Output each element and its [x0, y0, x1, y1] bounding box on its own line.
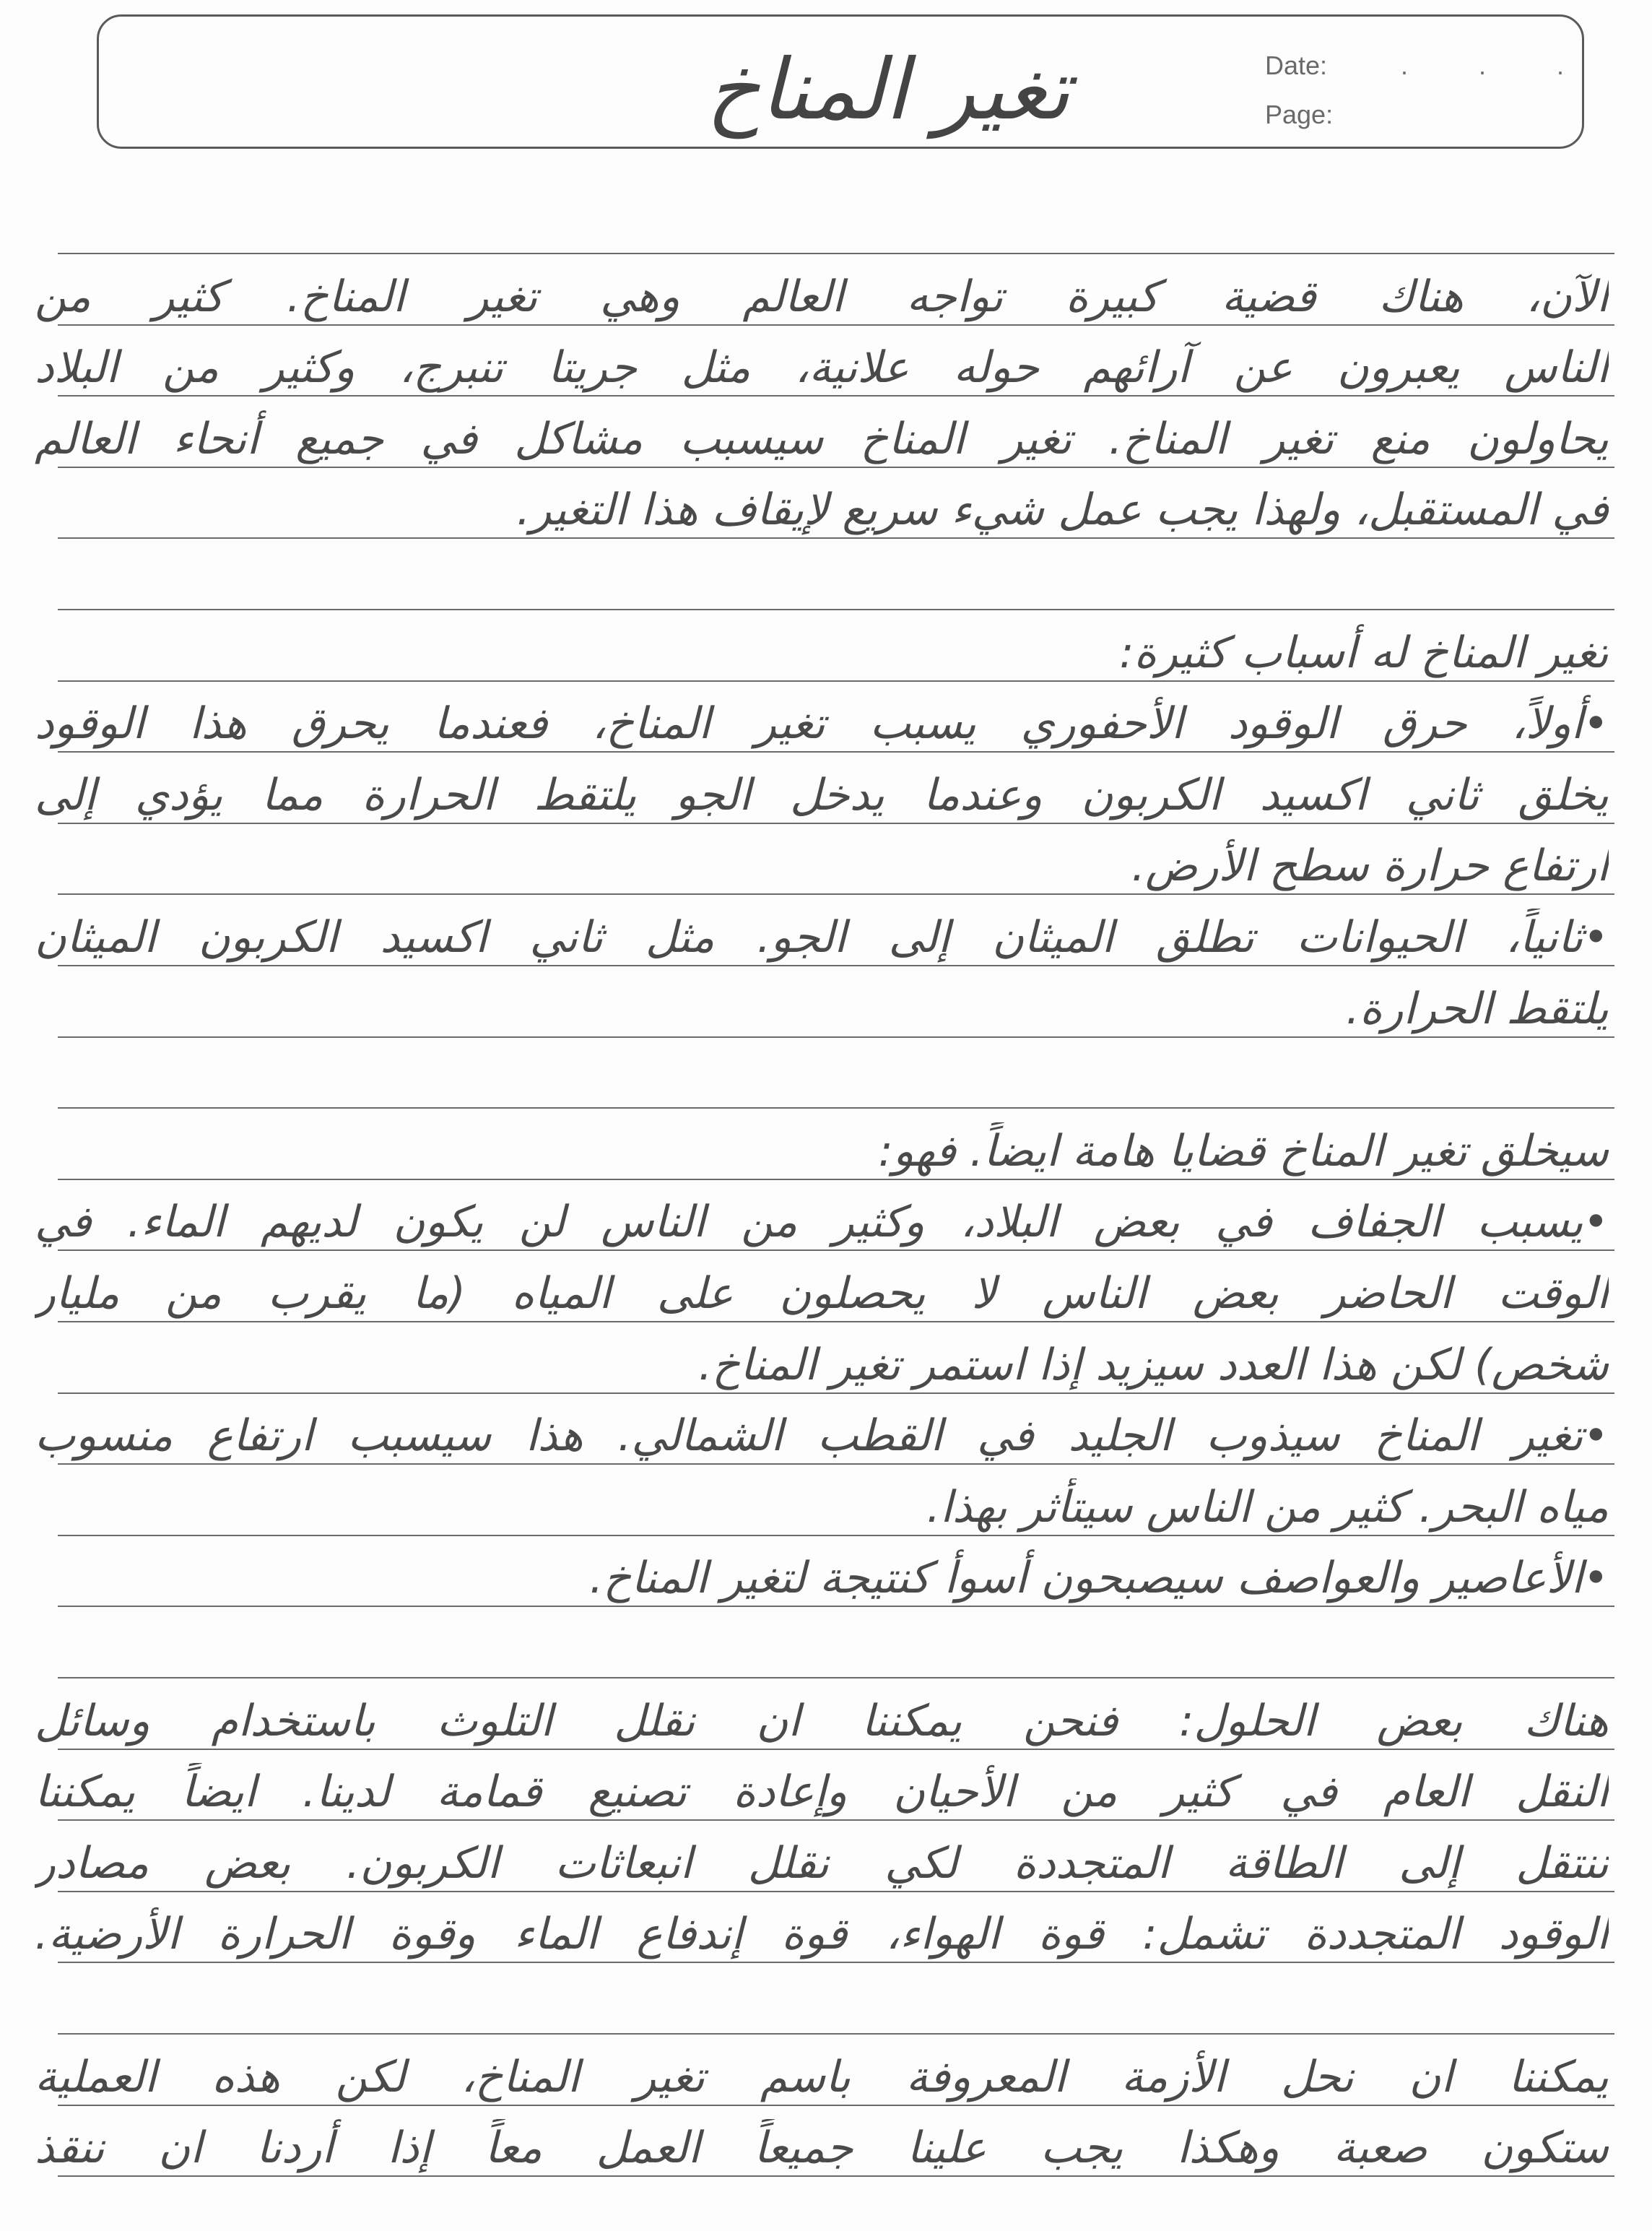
handwritten-line: يلتقط الحرارة.: [1346, 984, 1609, 1034]
handwritten-line: في المستقبل، ولهذا يجب عمل شيء سريع لإيقاف هذا التغير.: [516, 485, 1609, 535]
handwritten-line: •تغير المناخ سيذوب الجليد في القطب الشمالي. هذا سيسبب ارتفاع منسوب: [35, 1411, 1609, 1461]
handwritten-line: [35, 1977, 1609, 2035]
handwritten-line: تغير المناخ له أسباب كثيرة:: [1119, 628, 1609, 678]
handwritten-line: الوقت الحاضر بعض الناس لا يحصلون على المياه (ما يقرب من مليار: [35, 1268, 1609, 1319]
handwritten-line: ستكون صعبة وهكذا يجب علينا جميعاً العمل معاً إذا أردنا ان ننقذ: [35, 2123, 1609, 2173]
handwritten-line: [35, 553, 1609, 610]
page-label: Page:: [1265, 100, 1334, 129]
date-dots: . . .: [1401, 51, 1596, 80]
handwritten-line: الناس يعبرون عن آرائهم حوله علانية، مثل جريتا تنبرج، وكثير من البلاد: [35, 342, 1609, 393]
handwritten-line: •يسبب الجفاف في بعض البلاد، وكثير من الناس لن يكون لديهم الماء. في: [35, 1197, 1609, 1247]
handwritten-line: ارتفاع حرارة سطح الأرض.: [1131, 841, 1609, 891]
handwritten-line: يحاولون منع تغير المناخ. تغير المناخ سيسبب مشاكل في جميع أنحاء العالم: [35, 414, 1609, 464]
handwritten-line: سيخلق تغير المناخ قضايا هامة ايضاً. فهو:: [878, 1126, 1609, 1177]
handwritten-line: شخص) لكن هذا العدد سيزيد إذا استمر تغير المناخ.: [698, 1340, 1609, 1390]
handwritten-line: النقل العام في كثير من الأحيان وإعادة تصنيع قمامة لدينا. ايضاً يمكننا: [35, 1767, 1609, 1817]
handwritten-line: مياه البحر. كثير من الناس سيتأثر بهذا.: [926, 1482, 1609, 1533]
handwritten-line: ننتقل إلى الطاقة المتجددة لكي نقلل انبعاثات الكربون. بعض مصادر: [35, 1838, 1609, 1889]
handwritten-line: الوقود المتجددة تشمل: قوة الهواء، قوة إندفاع الماء وقوة الحرارة الأرضية.: [35, 1909, 1609, 1959]
handwritten-line: الآن، هناك قضية كبيرة تواجه العالم وهي تغير المناخ. كثير من: [35, 272, 1609, 322]
handwritten-line: •ثانياً، الحيوانات تطلق الميثان إلى الجو. مثل ثاني اكسيد الكربون الميثان: [35, 912, 1609, 963]
handwritten-line: •أولاً، حرق الوقود الأحفوري يسبب تغير المناخ، فعندما يحرق هذا الوقود: [35, 698, 1609, 749]
handwritten-line: هناك بعض الحلول: فنحن يمكننا ان نقلل التلوث باستخدام وسائل: [35, 1696, 1609, 1746]
handwritten-line: يخلق ثاني اكسيد الكربون وعندما يدخل الجو يلتقط الحرارة مما يؤدي إلى: [35, 770, 1609, 820]
handwritten-line: يمكننا ان نحل الأزمة المعروفة باسم تغير المناخ، لكن هذه العملية: [35, 2052, 1609, 2102]
ruled-line: [58, 253, 1614, 254]
date-label: Date:: [1265, 51, 1328, 80]
handwritten-line: [35, 1621, 1609, 1678]
page-title: تغير المناخ: [706, 41, 1070, 139]
handwritten-line: •الأعاصير والعواصف سيصبحون أسوأ كنتيجة لتغير المناخ.: [589, 1553, 1609, 1603]
handwritten-line: [35, 1051, 1609, 1109]
